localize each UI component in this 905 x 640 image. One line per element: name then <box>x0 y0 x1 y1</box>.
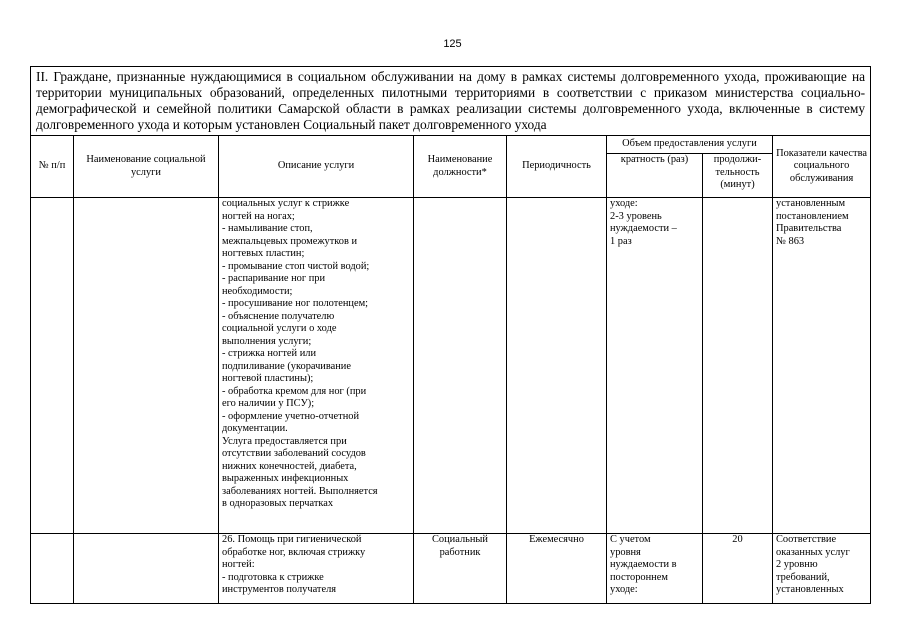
cell-line: - объяснение получателю <box>222 310 335 322</box>
cell-line: уровня <box>610 546 641 558</box>
header-row-1 <box>31 136 871 154</box>
cell-line: требований, <box>776 571 830 583</box>
page-number: 125 <box>443 38 462 50</box>
cell-line: № 863 <box>776 235 805 247</box>
section-title-row <box>31 67 871 136</box>
cell-line: его наличии у ПСУ); <box>222 398 315 409</box>
cell-line: постановлением <box>776 210 849 222</box>
cell-line: нуждаемости в <box>610 559 677 570</box>
cell-multiplicity <box>607 198 703 534</box>
cell-position <box>414 198 507 534</box>
cell-line: нижних конечностей, диабета, <box>222 460 357 472</box>
cell-line: - обработка кремом для ног (при <box>222 385 367 397</box>
cell-duration <box>703 198 773 534</box>
cell-line: документации. <box>222 423 288 434</box>
cell-line: 2 уровню <box>776 559 818 570</box>
cell-line: - просушивание ног полотенцем; <box>222 298 369 309</box>
cell-line: Услуга предоставляется при <box>222 435 347 447</box>
cell-line: заболеваниях ногтей. Выполняется <box>222 485 378 497</box>
header-volume: Объем предоставления услуги <box>607 136 773 154</box>
cell-line: ногтевых пластин; <box>222 248 305 259</box>
cell-service-name <box>74 198 219 534</box>
cell-periodicity <box>507 198 607 534</box>
cell-line: межпальцевых промежутков и <box>222 235 358 247</box>
cell-line: социальной услуги о ходе <box>222 323 337 334</box>
cell-line: уходе: <box>610 198 638 209</box>
cell-line: Правительства <box>776 223 842 234</box>
cell-periodicity: Ежемесячно <box>507 534 607 604</box>
cell-line: - промывание стоп чистой водой; <box>222 260 370 272</box>
table-row <box>31 198 871 534</box>
cell-line: установленным <box>776 198 846 209</box>
cell-line: - стрижка ногтей или <box>222 348 317 359</box>
cell-line: выраженных инфекционных <box>222 473 349 484</box>
cell-description <box>219 198 414 534</box>
table-row <box>31 534 871 604</box>
cell-line: - оформление учетно-отчетной <box>222 410 360 422</box>
cell-line: установленных <box>776 584 844 595</box>
cell-line: - намыливание стоп, <box>222 223 313 234</box>
cell-line: - подготовка к стрижке <box>222 571 324 583</box>
cell-line: 2-3 уровень <box>610 210 662 222</box>
cell-line: уходе: <box>610 584 638 595</box>
header-description: Описание услуги <box>219 136 414 198</box>
cell-line: в одноразовых перчатках <box>222 498 334 509</box>
cell-line: обработке ног, включая стрижку <box>222 546 366 558</box>
cell-line: Соответствие <box>776 534 837 545</box>
cell-line: - распаривание ног при <box>222 273 326 284</box>
cell-quality <box>773 534 871 604</box>
cell-line: инструментов получателя <box>222 584 337 595</box>
cell-line: социальных услуг к стрижке <box>222 198 350 209</box>
header-num: № п/п <box>31 136 74 198</box>
cell-line: ногтей: <box>222 559 255 570</box>
header-periodicity: Периодичность <box>507 136 607 198</box>
services-table <box>30 66 871 604</box>
cell-description <box>219 534 414 604</box>
cell-line: работник <box>439 546 481 558</box>
section-title: II. Граждане, признанные нуждающимися в социальном обслуживании на дому в рамках системы долговременного ухода, проживающие на территории муниципальных образований, определенных пилотными территориями в соответствии с приказом министерства социально-демографической и семейной политики Самарской области в рамках реализации системы долговременного ухода, включенные в систему долговременного ухода и которым установлен Социальный пакет долговременного ухода <box>31 67 871 136</box>
cell-line: 1 раз <box>610 235 632 247</box>
cell-multiplicity <box>607 534 703 604</box>
header-service-name: Наименование социальной услуги <box>74 136 219 198</box>
header-multiplicity: кратность (раз) <box>607 154 703 198</box>
cell-num <box>31 198 74 534</box>
header-duration: продолжи-тельность (минут) <box>703 154 773 198</box>
cell-position <box>414 534 507 604</box>
header-quality: Показатели качества социального обслуживания <box>773 136 871 198</box>
cell-service-name <box>74 534 219 604</box>
cell-line: С учетом <box>610 534 651 545</box>
cell-line: оказанных услуг <box>776 546 850 558</box>
cell-line: подпиливание (укорачивание <box>222 360 351 372</box>
cell-line: выполнения услуги; <box>222 335 312 347</box>
header-position: Наименование должности* <box>414 136 507 198</box>
cell-line: Социальный <box>432 534 488 545</box>
cell-line: 26. Помощь при гигиенической <box>222 534 362 545</box>
cell-duration: 20 <box>703 534 773 604</box>
cell-line: нуждаемости – <box>610 223 677 234</box>
cell-line: отсутствии заболеваний сосудов <box>222 448 366 459</box>
cell-line: ногтей на ногах; <box>222 210 295 222</box>
cell-line: ногтевой пластины); <box>222 373 314 384</box>
cell-quality <box>773 198 871 534</box>
cell-num <box>31 534 74 604</box>
cell-line: необходимости; <box>222 285 293 297</box>
cell-line: постороннем <box>610 571 668 583</box>
